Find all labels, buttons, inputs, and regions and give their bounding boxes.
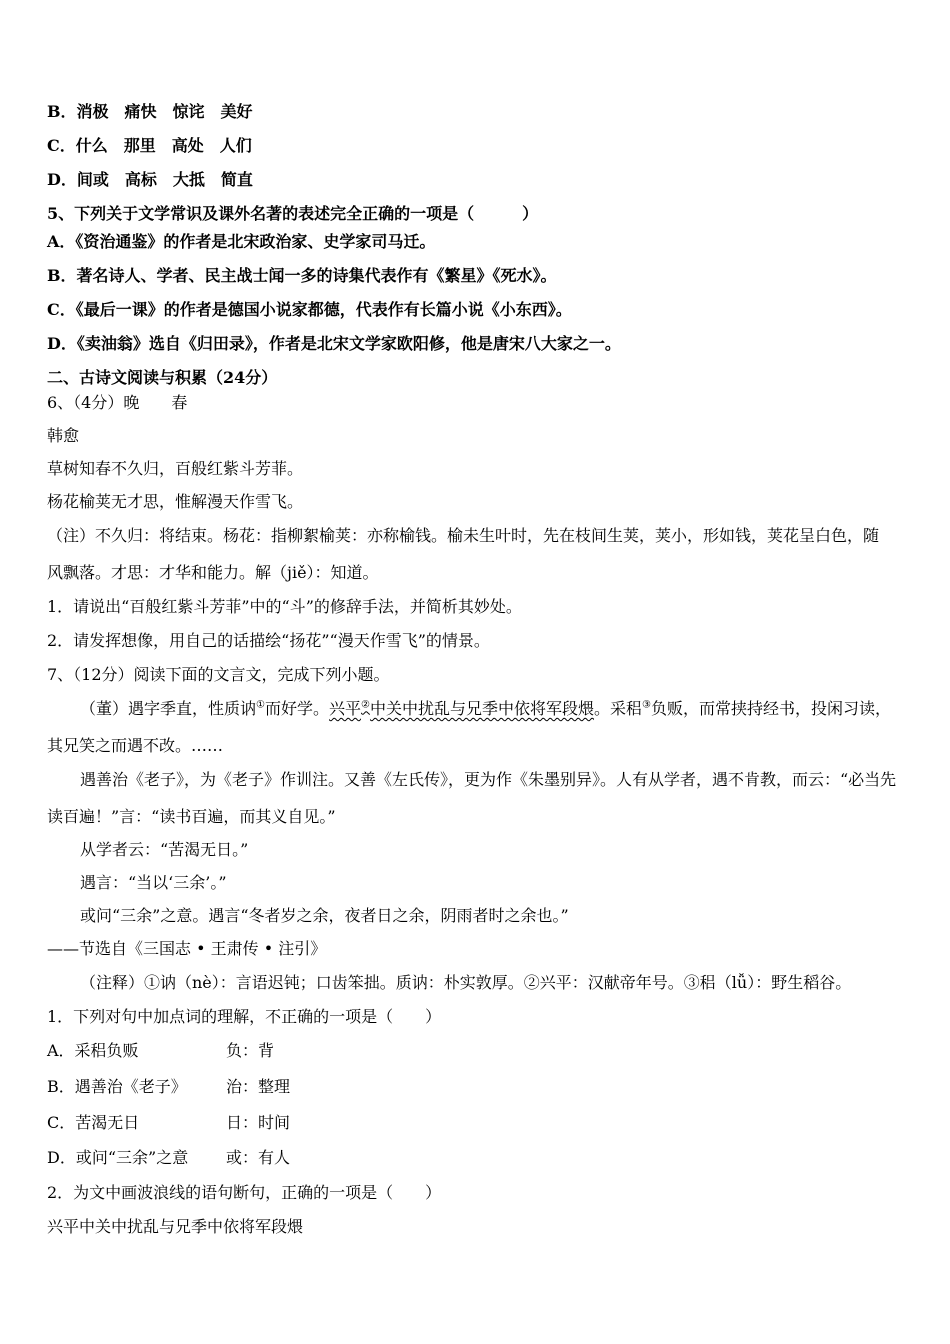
wavy-underlined-text: 兴平 — [329, 699, 362, 718]
q7-option-a-meaning: 负：背 — [226, 1041, 275, 1060]
q5-option-d: D．《卖油翁》选自《归田录》，作者是北宋文学家欧阳修，他是唐宋八大家之一。 — [47, 334, 621, 353]
q5-stem: 5、下列关于文学常识及课外名著的表述完全正确的一项是（ ） — [47, 204, 539, 223]
passage-paragraph-1-cont: 其兄笑之而遇不改。…… — [47, 736, 224, 755]
q4-option-b: B．消极 痛快 惊诧 美好 — [47, 102, 253, 121]
q7-subquestion-1: 1．下列对句中加点词的理解，不正确的一项是（ ） — [47, 1007, 442, 1026]
passage-text: 。采稆 — [594, 699, 643, 718]
passage-text: （董）遇字季直，性质讷 — [80, 699, 257, 718]
q4-option-d: D．间或 高标 大抵 简直 — [47, 170, 253, 189]
q7-option-a: A．采稆负贩 — [47, 1041, 139, 1060]
passage-paragraph-2-cont: 读百遍！”言：“读书百遍，而其义自见。” — [47, 807, 336, 826]
poem-line-1: 草树知春不久归，百般红紫斗芳菲。 — [47, 459, 304, 478]
passage-text: 负贩，而常挟持经书，投闲习读， — [650, 699, 891, 718]
poem-note-line-2: 风飘落。才思：才华和能力。解（jiě）：知道。 — [47, 563, 379, 582]
q7-subquestion-2-text: 兴平中关中扰乱与兄季中依将军段煨 — [47, 1217, 304, 1236]
passage-paragraph-4: 遇言：“当以‘三余’。” — [80, 873, 227, 892]
q6-subquestion-1: 1．请说出“百般红紫斗芳菲”中的“斗”的修辞手法，并简析其妙处。 — [47, 597, 522, 616]
q7-option-b: B．遇善治《老子》 — [47, 1077, 187, 1096]
footnote-marker: ② — [361, 699, 370, 711]
q5-option-b: B．著名诗人、学者、民主战士闻一多的诗集代表作有《繁星》《死水》。 — [47, 266, 557, 285]
footnote-marker: ① — [256, 699, 265, 711]
q7-option-c-meaning: 日：时间 — [226, 1113, 291, 1132]
passage-notes: （注释）①讷（nè）：言语迟钝；口齿笨拙。质讷：朴实敦厚。②兴平：汉献帝年号。③稆（lǚ）：野生稻谷。 — [80, 973, 852, 992]
poem-author: 韩愈 — [47, 426, 80, 445]
q7-option-c: C．苦渴无日 — [47, 1113, 140, 1132]
q5-option-a: A．《资治通鉴》的作者是北宋政治家、史学家司马迁。 — [47, 232, 436, 251]
footnote-marker: ③ — [642, 699, 651, 711]
wavy-underlined-text: 中关中扰乱与兄季中依将军段煨 — [369, 699, 594, 718]
passage-paragraph-3: 从学者云：“苦渴无日。” — [80, 840, 249, 859]
passage-paragraph-2: 遇善治《老子》，为《老子》作训注。又善《左氏传》，更为作《朱墨别异》。人有从学者，遇不肯教，而云：“必当先 — [80, 770, 897, 789]
q4-option-c: C．什么 那里 高处 人们 — [47, 136, 252, 155]
passage-paragraph-5: 或问“三余”之意。遇言“冬者岁之余，夜者日之余，阴雨者时之余也。” — [80, 906, 569, 925]
q5-option-c: C．《最后一课》的作者是德国小说家都德，代表作有长篇小说《小东西》。 — [47, 300, 572, 319]
q7-option-b-meaning: 治：整理 — [226, 1077, 291, 1096]
q7-subquestion-2: 2．为文中画波浪线的语句断句，正确的一项是（ ） — [47, 1183, 442, 1202]
poem-note-line-1: （注）不久归：将结束。杨花：指柳絮榆荚：亦称榆钱。榆未生叶时，先在枝间生荚，荚小，形如钱，荚花呈白色，随 — [47, 526, 880, 545]
passage-paragraph-1 — [80, 699, 891, 719]
q7-option-d: D．或问“三余”之意 — [47, 1148, 189, 1167]
q6-heading: 6、（4分）晚 春 — [47, 393, 188, 412]
poem-line-2: 杨花榆荚无才思，惟解漫天作雪飞。 — [47, 492, 304, 511]
passage-source: ——节选自《三国志 • 王肃传 • 注引》 — [47, 939, 327, 958]
q6-subquestion-2: 2．请发挥想像，用自己的话描绘“扬花”“漫天作雪飞”的情景。 — [47, 631, 490, 650]
q7-heading: 7、（12分）阅读下面的文言文，完成下列小题。 — [47, 665, 390, 684]
q7-option-d-meaning: 或：有人 — [226, 1148, 291, 1167]
section-heading: 二、古诗文阅读与积累（24分） — [47, 368, 278, 387]
passage-text: 而好学。 — [264, 699, 329, 718]
